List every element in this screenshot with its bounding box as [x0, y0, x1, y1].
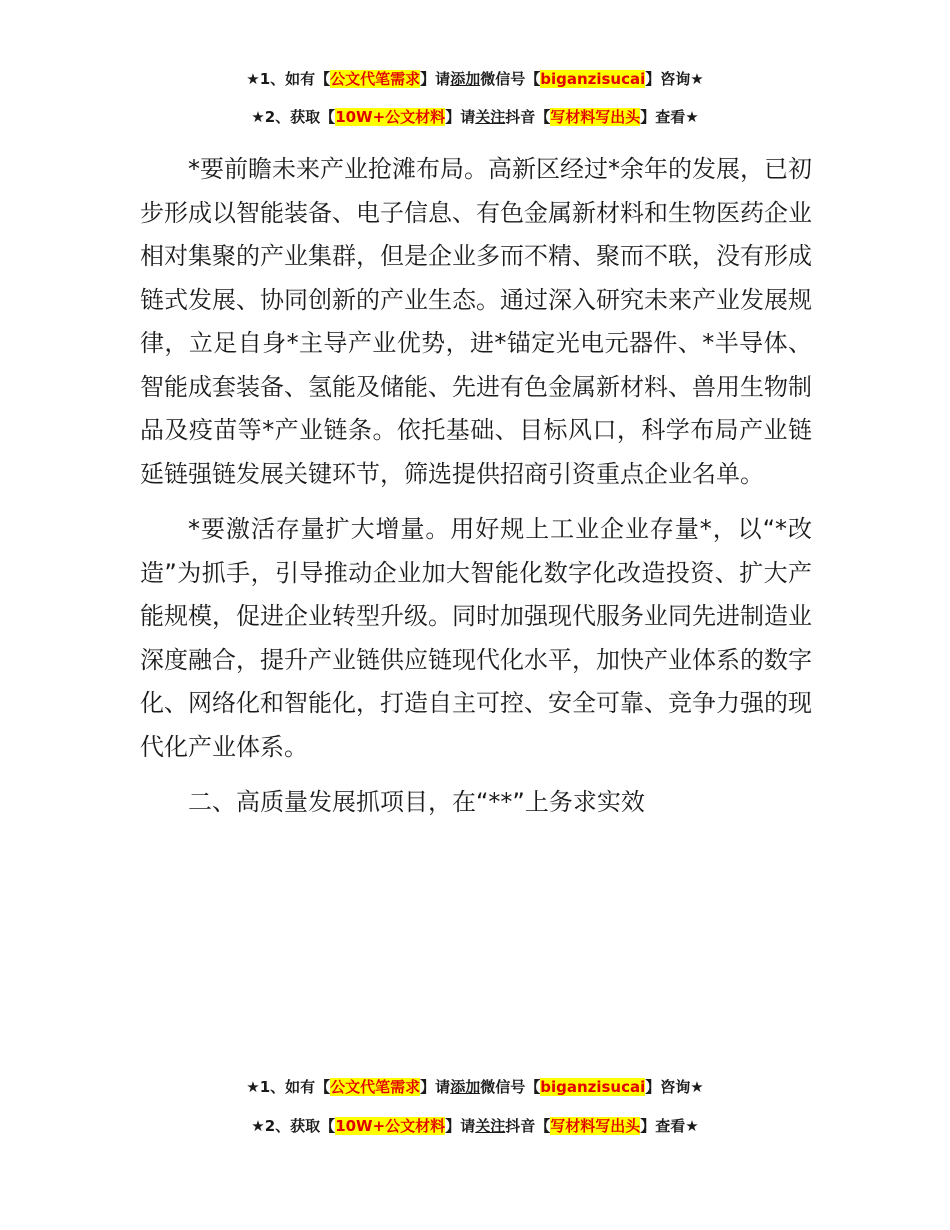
highlight-ghostwriting: 公文代笔需求 — [330, 1078, 421, 1096]
highlight-ghostwriting: 公文代笔需求 — [330, 70, 421, 88]
underlined-text: 添加 — [450, 1078, 481, 1096]
highlight-materials: 10W+公文材料 — [335, 1117, 446, 1135]
paragraph-stock-increment: *要激活存量扩大增量。用好规上工业企业存量*，以“*改造”为抓手，引导推动企业加大智能化数字化改造投资、扩大产能规模，促进企业转型升级。同时加强现代服务业同先进制造业深度融合，提升产业链供应链现代化水平，加快产业体系的数字化、网络化和智能化，打造自主可控、安全可靠、竞争力强的现代化产业体系。 — [140, 515, 812, 761]
banner-text: 】请 — [420, 70, 451, 88]
banner-text: 】咨询★ — [645, 70, 704, 88]
banner-text: 抖音【 — [505, 108, 551, 126]
footer-banner-line-1 — [0, 1077, 950, 1097]
highlight-douyin-account: 写材料写出头 — [550, 108, 641, 126]
highlight-douyin-account: 写材料写出头 — [550, 1117, 641, 1135]
footer-banner-line-2 — [0, 1116, 950, 1136]
document-body — [140, 148, 812, 837]
banner-text: 】咨询★ — [645, 1078, 704, 1096]
banner-text: ★1、如有【 — [246, 1078, 331, 1096]
highlight-materials: 10W+公文材料 — [335, 108, 446, 126]
header-banner-line-2 — [0, 107, 950, 127]
banner-text: ★2、获取【 — [251, 1117, 336, 1135]
highlight-wechat-id: biganzisucai — [540, 70, 646, 88]
underlined-text: 关注 — [475, 108, 506, 126]
banner-text: 】请 — [445, 1117, 476, 1135]
banner-text: ★2、获取【 — [251, 108, 336, 126]
banner-text: 】请 — [445, 108, 476, 126]
highlight-wechat-id: biganzisucai — [540, 1078, 646, 1096]
banner-text: 】查看★ — [640, 1117, 699, 1135]
banner-text: 抖音【 — [505, 1117, 551, 1135]
banner-text: 】请 — [420, 1078, 451, 1096]
section-heading-projects: 二、高质量发展抓项目，在“**”上务求实效 — [188, 788, 645, 816]
banner-text: ★1、如有【 — [246, 70, 331, 88]
header-banner-line-1 — [0, 69, 950, 89]
underlined-text: 添加 — [450, 70, 481, 88]
banner-text: 】查看★ — [640, 108, 699, 126]
banner-text: 微信号【 — [480, 70, 541, 88]
underlined-text: 关注 — [475, 1117, 506, 1135]
paragraph-future-industries: *要前瞻未来产业抢滩布局。高新区经过*余年的发展，已初步形成以智能装备、电子信息、有色金属新材料和生物医药企业相对集聚的产业集群，但是企业多而不精、聚而不联，没有形成链式发展、协同创新的产业生态。通过深入研究未来产业发展规律，立足自身*主导产业优势，进*锚定光电元器件、*半导体、智能成套装备、氢能及储能、先进有色金属新材料、兽用生物制品及疫苗等*产业链条。依托基础、目标风口，科学布局产业链延链强链发展关键环节，筛选提供招商引资重点企业名单。 — [140, 155, 812, 488]
banner-text: 微信号【 — [480, 1078, 541, 1096]
